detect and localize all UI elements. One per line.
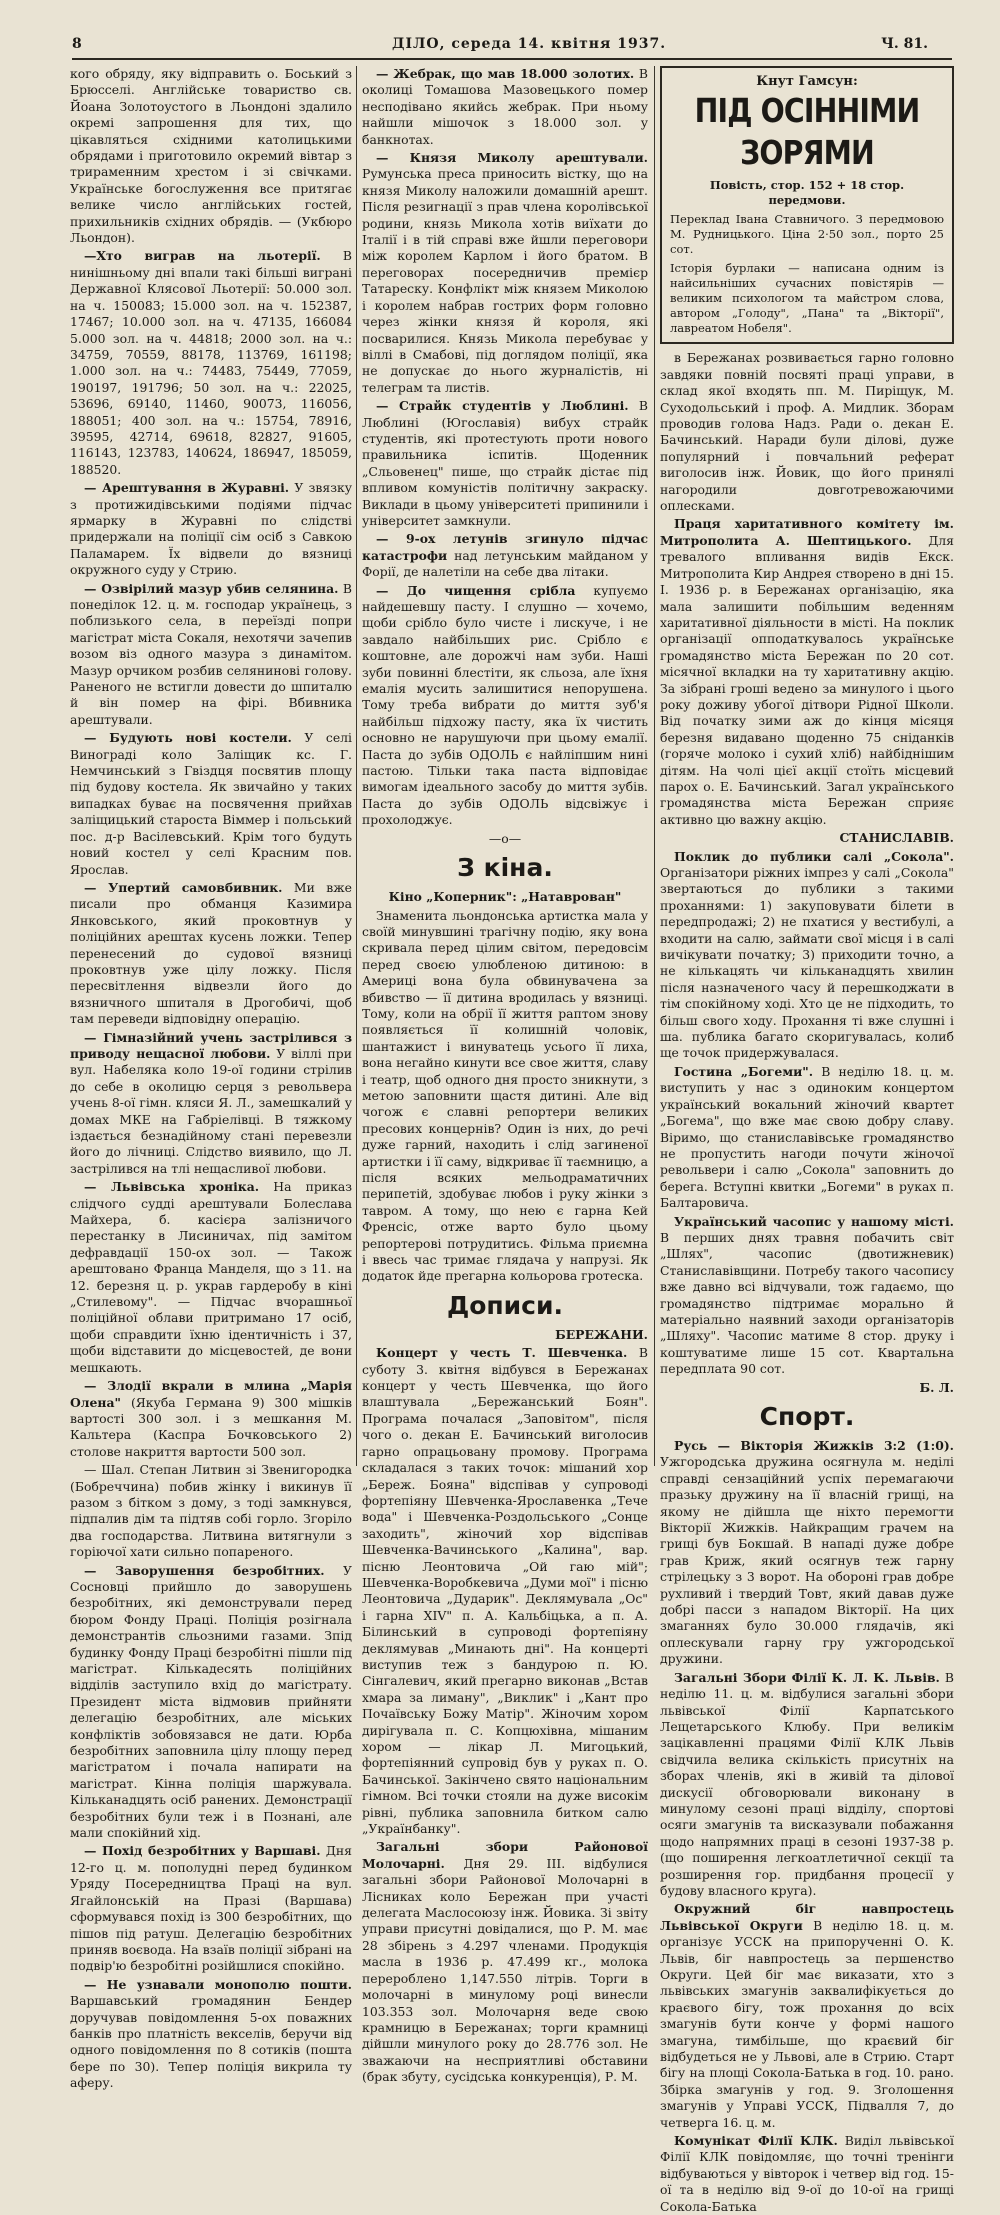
news-text: В околиці Томашова Мазовецького помер несподівано якийсь жебрак. При ньому найшли мішочок з 18.000 зол. у банкнотах. xyxy=(362,66,648,147)
news-headline: — Гімназійний учень застрілився з приводу нещасної любови. xyxy=(70,1029,352,1061)
ad-title: ПІД ОСІННІМИ ЗОРЯМИ xyxy=(694,91,920,173)
news-item: — Шал. Степан Литвин зі Звенигородка (Бобреччина) побив жінку і викинув її разом з бітком з дому, з тоді замкнувся, підпалив дім та підтяв собі горло. Згоріло два господарства. Литвина витягнули з горіючої хати сильно попареного. xyxy=(70,1462,352,1560)
column-divider xyxy=(356,66,357,1466)
news-item xyxy=(660,1901,954,2131)
news-text: У звязку з протижидівськими подіями підчас ярмарку в Журавні по слідстві придержали на поліції сім осіб з Савкою Паламарем. Їх відвели до вязниці окружного суду у Стрию. xyxy=(70,480,352,578)
news-headline: Український часопис у нашому місті. xyxy=(674,1213,954,1229)
news-text: Виділ львівської Філії КЛК повідомляє, що точні тренінги відбуваються у вівторок і четвер від год. 15-ої та в неділю від 9-ої до 10-ої на грищі Сокола-Батька xyxy=(660,2133,954,2214)
film-title: Кіно „Коперник": „Натаврован" xyxy=(388,889,622,905)
news-text: В Люблині (Югославія) вибух страйк студентів, які протестують проти нового правильника іспитів. Щоденник „Сльовенец" пише, що страйк дістає під впливом комуністів політичну закраску. Виклади в цьому університеті припинили і університет замкнули. xyxy=(362,398,648,528)
news-text: Дня 29. ІІІ. відбулися загальні збори Районової Молочарні в Лісниках коло Бережан при участі делегата Маслосоюзу інж. Йовика. Зі звіту управи присутні довідалися, що Р. М. має 28 збірень з 4.297 членами. Продукція масла в 1936 р. 47.499 кг., молока перероблено 1,147.550 літрів. Торги в молочарні в минулому році винесли 103.353 зол. Молочарня веде свою крамницю в Бережанах; торги крамниці дійшли минулого року до 28.776 зол. Не зважаючи на несприятливі обставини (брак збуту, сусідська конкуренція), Р. М. xyxy=(362,1855,648,2085)
news-text: Для тревалого впливання видів Екск. Митрополита Кир Андрея створено в дні 15. І. 1936 р. в Бережанах організацію, яка мала залишити побільшим веденням харитативної діяльности в місті. На поклик організації опподаткувалось українське громадянство міста Бережан по 20 сот. місячної вкладки на ту харитативну акцію. За зібрані гроші ведено за минулого і цього року доживу убогої дітвори Рідної Школи. Від початку зими аж до кінця місяця березня видавано щоденно 75 сніданків (горяче молоко і сухий хліб) найбіднішим дітям. На чолі цієї акції стоїть місцевий парох о. Е. Бачинський. Загал українського громадянства міста Бережан сприяє активно цю важну акцію. xyxy=(660,532,954,827)
news-headline: Концерт у честь Т. Шевченка. xyxy=(376,1345,628,1361)
section-title-correspondence: Дописи. xyxy=(446,1290,564,1320)
news-text: На приказ слідчого судді арештували Болеслава Майхера, б. касієра залізничого перестанку в Лисиничах, під замітом дефравдації 150-ох зол. — Також арештовано Франца Манделя, що з 11. на 12. березня ц. р. украв гардеробу в кіні „Стилевому". — Підчас вчорашньої поліційної облави притримано 17 осіб, щоби справдити їхню ідентичність і 37, щоби відставити до місцевостей, де вони мешкають. xyxy=(70,1179,352,1375)
news-item xyxy=(70,581,352,729)
news-headline: — 9-ох летунів згинуло підчас катастрофи xyxy=(362,531,648,563)
news-text: У селі Винограді коло Заліщик кс. Г. Немчинський з Гвіздця посвятив площу під будову костела. Як звичайно у таких випадках буває на посвячення прийхав заліщицький староста Віммер і польський пос. д-р Васілевський. Крім того будуть новий костел у селі Красним пов. Ярослав. xyxy=(70,730,352,877)
news-text: Ми вже писали про обманця Казимира Янковського, який проковтнув у поліційних арештах кусень ложки. Тепер перенесений до судової вязниці проковтнув уже цілу ложку. Після пересвітлення відвезли його до вязничного шпиталя в Дрогобичі, щоб там переведи відповідну операцію. xyxy=(70,879,352,1027)
column-3 xyxy=(660,66,954,2214)
news-headline: — Львівська хроніка. xyxy=(84,1179,260,1195)
news-headline: Поклик до публики салі „Сокола". xyxy=(674,848,954,864)
news-headline: — Озвірілий мазур убив селянина. xyxy=(84,580,339,596)
news-text: в Бережанах розвивається гарно головно завдяки повній посвяті праці управи, в склад якої входять пп. М. Пиріщук, М. Суходольський і проф. А. Мидлик. Зборам проводив голова Надз. Ради о. декан Е. Бачинський. Наради були ділові, дуже популярний і повчальний реферат виголосив інж. Йовик, що його принялі нагородили довготревожаючими оплесками. xyxy=(660,350,954,514)
news-text: (Якуба Германа 9) 300 мішків вартості 300 зол. і з мешкання М. Кальтера (Каспра Бочковського 2) столове накриття вартости 500 зол. xyxy=(70,1394,352,1459)
news-headline: Русь — Вікторія Жижків 3:2 (1:0). xyxy=(674,1438,954,1453)
news-text: Організатори ріжних імпрез у салі „Сокола" звертаються до публики з такими проханнями: 1) закуповувати білети в передпродажі; 2) не пхатися у вестибулі, а входити на салю, займати свої місця і в салі вичікувати початку; 3) приходити точно, а не кількацять чи кільканадцять хвилин після назначеного часу й перешкоджати в тім спокійному ході. Хто це не підходить, то більш свого ходу. Прохання ті вже слушні і ша. публика багато скоригувалась, колиб ще точок придержувалася. xyxy=(660,865,954,1061)
news-headline: — Похід безробітних у Варшаві. xyxy=(84,1843,321,1859)
news-headline: — Заворушення безробітних. xyxy=(84,1562,325,1578)
news-headline: —Хто виграв на льотерії. xyxy=(84,248,321,264)
page-header xyxy=(72,36,928,58)
news-text: Ужгородська дружина осягнула м. неділі справді сензаційний успіх перемагаючи празьку дружину на її власній грищі, на якому не дійшла ще ніхто перемогти Вікторії Жижків. Найкращим грачем на грищі був Бокшай. В нападі дуже добре грав Криж, який осягнув теж гарну стрілецьку з 3 ворот. На обороні грав добре рухливий і твердий Товт, який давав дуже добрі пасси з нападом Вікторії. На цих змаганнях було 30.000 глядачів, які оплескували гарну гру ужгородської дружини. xyxy=(660,1454,954,1667)
news-headline: Гостина „Богеми". xyxy=(674,1063,814,1079)
news-headline: — Злодії вкрали в млина „Марія Олена" xyxy=(70,1378,352,1410)
news-item xyxy=(70,1563,352,1842)
news-text: В перших днях травня побачить світ „Шлях", часопис (двотижневик) Станиславівщини. Потребу такого часопису вже давно всі відчували, тож гадаємо, що громадянство підтримає морально й матеріально наявний заходи організаторів „Шляху". Часопис матиме 8 стор. друку і коштуватиме лише 15 сот. Квартальна передплата 90 сот. xyxy=(660,1229,954,1377)
news-item xyxy=(70,1378,352,1460)
header-rule xyxy=(72,58,952,60)
news-text: У Сосновці прийшло до заворушень безробітних, які демонстрували перед бюром Фонду Праці. Поліція розігнала демонстрантів сльозними газами. Зпід будинку Фонду Праці безробітні пішли під магістрат. Кількадесять поліційних відділів заступило вхід до магістрату. Президент міста відмовив прийняти делегацію безробітних, але міських конфліктів зобовязався не дати. Юрба безробітних заповнила цілу площу перед магістратом і почала напирати на магістрат. Кінна поліція шаржувала. Кільканадцять осіб ранених. Демонстрації безробітних були теж і в Познані, але мали спокійний хід. xyxy=(70,1562,352,1841)
news-headline: Праця харитативного комітету ім. Митрополита А. Шептицького. xyxy=(660,516,954,548)
news-text: Варшавський громадянин Бендер доручував повідомлення 5-ох поважних банків про платність векселів, беручи від одного повідомлення по 8 сотиків (пошта бере по 30). Тепер поліція викрила ту аферу. xyxy=(70,1993,352,2091)
news-item xyxy=(660,516,954,828)
dateline: БЕРЕЖАНИ. xyxy=(555,1326,648,1342)
news-item xyxy=(362,1345,648,1837)
issue-number: Ч. 81. xyxy=(881,36,928,52)
news-item xyxy=(660,1438,954,1668)
news-text: В понеділок 12. ц. м. господар українець, з поблизького села, в переїзді попри магістрат міста Сокаля, нехотячи зачепив возом віз одного мазура з динамітом. Мазур орчиком розбив селянинові голову. Раненого не встигли довести до шпиталю й він помер на фірі. Вбивника арештували. xyxy=(70,580,352,727)
news-item xyxy=(70,1977,352,2092)
news-headline: — Жебрак, що мав 18.000 золотих. xyxy=(376,66,635,81)
news-headline: — Арештування в Журавні. xyxy=(84,480,290,496)
news-item xyxy=(660,1064,954,1212)
news-headline: — Не узнавали монополю пошти. xyxy=(84,1976,352,1992)
advertorial xyxy=(362,583,648,829)
news-text: В неділю 11. ц. м. відбулися загальні збори львівської Філії Карпатського Лещетарського Клюбу. При великім зацікавленні працями Філії КЛК Львів свідчила велика скількість присутніх на зборах членів, які в живій та ділової дискусії обговорювали виконану в минулому сезоні праці відділу, спортові осяги змагунів та висказували побажання щодо напрямних праці в сезоні 1937-38 р. (що поширення легкоатлетичної секції та розширення гор. придбання процесії у будову власного круга). xyxy=(660,1669,954,1898)
news-text: В неділю 18. ц. м. виступить у нас з одиноким концертом український вокальний жіночий квартет „Богема", що вже має свою добру славу. Віримо, що станиславівське громадянство не пропустить нагоди почути жіночої револьвери і салю „Сокола" заповнить до берега. Вступні квитки „Богеми" в руках п. Балтаровича. xyxy=(660,1063,954,1211)
news-item xyxy=(70,1843,352,1974)
news-text: над летунським майданом у Форії, де налетіли на себе два літаки. xyxy=(362,547,648,580)
news-item xyxy=(70,730,352,878)
news-text: Румунська преса приносить вістку, що на князя Миколу наложили домашній арешт. Після резигнації з прав члена королівської родини, князь Микола хотів виїхати до Італії і в тій справі вже йшли переговори між королем Карлом і його братом. В переговорах посередничив премієр Татареску. Конфлікт між князем Миколою і королем набрав гострих форм головно через жінки князя й короля, які посварилися. Князь Микола перебуває у віллі в Смабові, під доглядом поліції, яка не допускає до нього журналістів, ні телеграм та листів. xyxy=(362,166,648,395)
news-text: У віллі при вул. Набеляка коло 19-ої години стрілив до себе в околицю серця з револьвера учень 8-ої гімн. кляси Я. Л., замешкалий у домах МКЕ на Габріелівці. В тяжкому іздається безнадійному стані перевезли його до лічниці. Слідство виявило, що Л. застрілився на тлі нещасливої любови. xyxy=(70,1045,352,1176)
ad-translation: Переклад Івана Ставничого. З передмовою М. Рудницького. Ціна 2·50 зол., порто 25 сот. xyxy=(670,212,944,257)
film-review: Знаменита льондонська артистка мала у своїй минувшині трагічну подію, яку вона скривала перед цілим світом, передовсім перед своєю улюбленою дитиною: в Америці вона була обвинувачена за вбивство — її дитина вродилась у вязниці. Тому, коли на обрії її життя раптом знову появляється її колишній чоловік, шантажист і винуватець усього її лиха, вона негайно кинути все свое життя, славу і театр, щоб одного дня просто зникнути, з метою заповнити щастя дитині. Але від чогож є славні репортери великих пресових концернів? Один із них, до речі дуже гарний, находить і слід загиненої артистки і її саму, відкриває її таємницю, а після всяких мельодраматичних перипетій, здобуває любов і руку жінки з тавром. А тому, що нею є гарна Кей Френсіс, отже варто було цьому репортерові потрудитись. Фільма приємна і ввесь час тримає глядача у напрузі. Як додаток йде прегарна кольорова гротеска. xyxy=(362,907,648,1284)
news-item xyxy=(70,880,352,1028)
section-title-sport: Спорт. xyxy=(759,1402,855,1431)
news-headline: — Будують нові костели. xyxy=(84,730,292,746)
news-item xyxy=(660,1670,954,1900)
page-number: 8 xyxy=(72,36,82,52)
news-headline: — Князя Миколу арештували. xyxy=(376,150,648,166)
news-item xyxy=(660,849,954,1062)
news-headline: — До чищення срібла xyxy=(376,582,576,598)
news-text: В неділю 18. ц. м. організує УССК на припорученні О. К. Львів, біг навпростець за першенство Округи. Цей біг має виказати, хто з львівських змагунів заквалифікується до краєвого бігу, тож прохання до всіх змагунів бути конче у формі нашого змагуна, тимбільше, що краєвий біг відбудеться не у Львові, але в Стрию. Старт бігу на площі Сокола-Батька в год. 10. рано. Збірка змагунів у год. 9. Зголошення змагунів у Управі УССК, Підвалля 7, до четверга 16. ц. м. xyxy=(660,1917,954,2130)
book-advertisement xyxy=(660,66,954,344)
news-item xyxy=(660,1214,954,1378)
author-signature: Б. Л. xyxy=(919,1379,954,1395)
news-item xyxy=(362,66,648,148)
masthead-date: ДІЛО, середа 14. квітня 1937. xyxy=(392,36,667,52)
news-headline: Окружний біг навпростець Львівської Округи xyxy=(660,1901,954,1933)
section-separator: —o— xyxy=(488,830,522,846)
news-item xyxy=(70,1030,352,1178)
column-divider xyxy=(654,66,655,1466)
news-headline: — Упертий самовбивник. xyxy=(84,879,283,895)
dateline: СТАНИСЛАВІВ. xyxy=(839,830,954,846)
news-item xyxy=(362,398,648,529)
news-item xyxy=(362,531,648,580)
ad-author: Кнут Гамсун: xyxy=(756,74,858,89)
news-item xyxy=(362,1839,648,2085)
article-text: кого обряду, яку відправить о. Боський з Брюсселі. Англійське товариство св. Йоана Золотоустого в Льондоні здалило окремі запрошення для тих, що цікавляться східними католицькими обрядами і приготовило окремий вівтар з трираменним хрестом і зі свічками. Українське богослуження все притягає велике число англійських гостей, прихильників східних обрядів. — (Укбюро Льондон). xyxy=(70,66,352,246)
ad-details: Повість, стор. 152 + 18 стор. передмови. xyxy=(709,178,905,208)
news-item xyxy=(660,2133,954,2215)
news-text: В нинішньому дні впали такі більші виграні Державної Клясової Льотерії: 50.000 зол. на ч. 150083; 15.000 зол. на ч. 152387, 17467; 10.000 зол. на ч. 47135, 166084 5.000 зол. на ч. 44818; 2000 зол. на ч.: 34759, 70559, 88178, 113769, 161198; 1.000 зол. на ч.: 74483, 75449, 77059, 190197, 191796; 50 зол. на ч.: 22025, 53696, 69140, 11460, 90073, 116056, 188051; 400 зол. на ч.: 15754, 78916, 39595, 42714, 69618, 82827, 91605, 116143, 123783, 140624, 186947, 185059, 188520. xyxy=(70,248,352,477)
news-text: купуємо найдешевшу пасту. І слушно — хочемо, щоби срібло було чисте і лискуче, і не завдало найбільших рис. Срібло є коштовне, але дорожчі нам зуби. Наші зуби повинні блестіти, як сльоза, але їхня емалія мусить залишитися непорушена. Тому треба вибрати до миття зуб'я найбільш підхожу пасту, яка їх чистить основно не нарушуючи при цьому емалії. Паста до зубів ОДОЛЬ є найліпшим нині пастою. Тільки така паста відповідає вимогам ідеального засобу до миття зубів. Паста до зубів ОДОЛЬ відсвіжує і прохолоджує. xyxy=(362,582,648,828)
news-text: Дня 12-го ц. м. пополудні перед будинком Уряду Посередництва Праці на вул. Ягайлонській на Празі (Варшава) сформувався похід із 300 безробітних, що пішов під ратуш. Делегацію безробітних приняв воєвода. На взаїв поліції зібрані на подвір'ю безробітні розійшлися спокійно. xyxy=(70,1843,352,1974)
news-headline: — Страйк студентів у Люблині. xyxy=(376,398,629,414)
news-item xyxy=(362,150,648,396)
column-1 xyxy=(70,66,352,2091)
column-2 xyxy=(362,66,648,2085)
news-headline: Загальні Збори Філії К. Л. К. Львів. xyxy=(674,1669,940,1685)
news-text: В суботу 3. квітня відбувся в Бережанах концерт у честь Шевченка, що його влаштувала „Бережанський Боян". Програма почалася „Заповітом", після чого о. декан Е. Бачинський виголосив гарно опрацьовану промову. Програма складалася з таких точок: мішаний хор „Береж. Бояна" відспівав у супроводі фортепіяну Шевченка-Ярославенка „Тече вода" і Шевченка-Роздольського „Сонце заходить", жіночий хор відспівав Шевченка-Вачинського „Калина", вар. пісню Леонтовича „Ой гаю мій"; Шевченка-Воробкевича „Думи мої" і пісню Леонтовича „Дударик". Деклямувала „Ос" і гарна XIV" п. А. Кальбіцька, а п. А. Білинський в супроводі фортепіяну деклямував „Минають дні". На концерті виступив теж з бандурою п. Ю. Сінгалевич, який прегарно виконав „Встав хмара за лиману", „Виклик" і „Кант про Почаївську Божу Матір". Жіночим хором дирігувала п. С. Копцюхівна, мішаним хором — лікар Л. Мигоцький, фортепіянний супровід був у руках п. О. Бачинської. Закінчено свято національним гімном. Всі точки стояли на дуже високім рівні, публика заповнила битком салю „Українбанку". xyxy=(362,1345,648,1837)
news-item xyxy=(70,248,352,478)
news-headline: Загальні збори Районової Молочарні. xyxy=(362,1839,648,1871)
ad-description: Історія бурлаки — написана одним із найсильніших сучасних повістярів — великим психологом та майстром слова, автором „Голоду", „Пана" та „Вікторії", лавреатом Нобеля". xyxy=(670,261,944,336)
news-item xyxy=(70,480,352,578)
section-title-cinema: З кіна. xyxy=(457,853,553,883)
news-item xyxy=(70,1179,352,1376)
news-headline: Комунікат Філії КЛК. xyxy=(674,2133,838,2149)
